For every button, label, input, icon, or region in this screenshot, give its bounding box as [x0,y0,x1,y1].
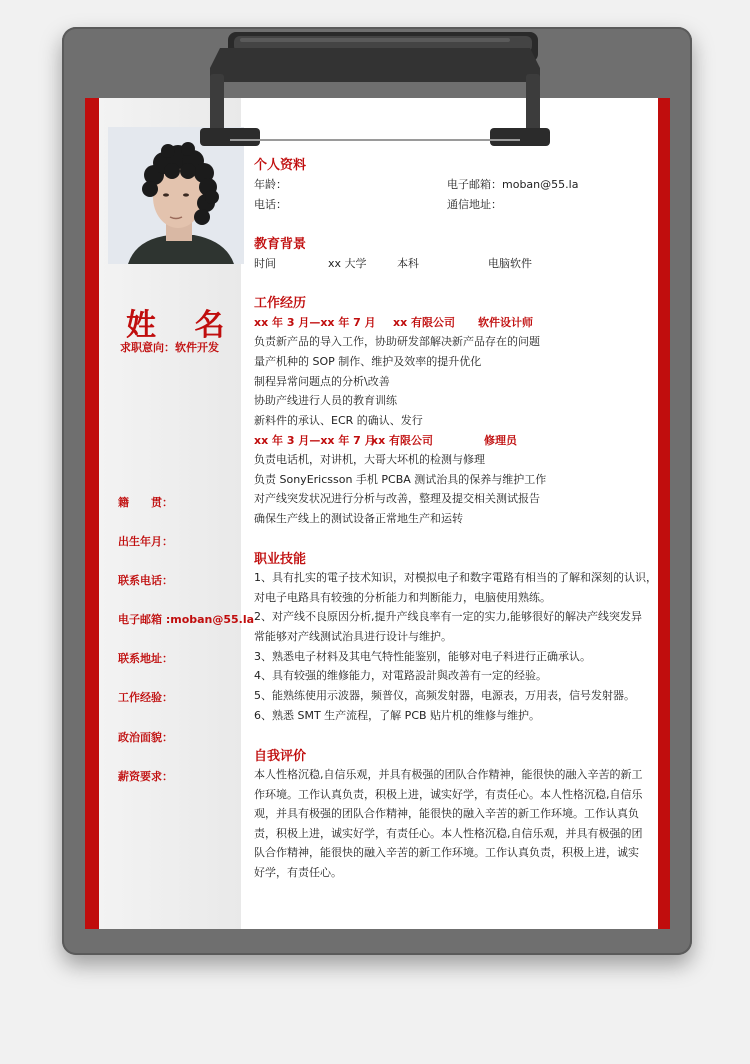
job2-duty: 负责电话机，对讲机，大哥大坏机的检测与修理 [254,453,485,466]
profile-photo [108,127,244,264]
personal-age: 年龄： [254,178,287,191]
job1-duty: 负责新产品的导入工作，协助研发部解决新产品存在的问题 [254,335,540,348]
field-phone: 联系电话： [118,574,173,587]
right-red-bar [658,98,670,929]
education-time: 时间 [254,257,276,270]
job2-duty: 确保生产线上的测试设备正常地生产和运转 [254,512,463,525]
job1-duty: 协助产线进行人员的教育训练 [254,394,397,407]
skill-line: 4、具有较强的维修能力，对電路設計與改善有一定的经验。 [254,669,547,682]
self-evaluation-text: 本人性格沉稳,自信乐观，并具有极强的团队合作精神，能很快的融入辛苦的新工作环境。工作认真负责，积极上进，诚实好学，有责任心。本人性格沉稳,自信乐观，并具有极强的团队合作精神，能很快的融入辛苦的新工作环境。工作认真负责，积极上进，诚实好学，有责任心。本人性格沉稳,自信乐观，并具有极强的团队合作精神，能很快的融入辛苦的新工作环境。工作认真负责，积极上进，诚实好学，有责任心。 [254,768,643,879]
education-school: xx 大学 [328,257,367,270]
field-hometown: 籍 贯： [118,496,173,509]
skill-line: 6、熟悉 SMT 生产流程，了解 PCB 贴片机的维修与维护。 [254,709,541,722]
skill-line: 2、对产线不良原因分析,提升产线良率有一定的实力,能够很好的解决产线突发异 [254,610,642,623]
field-address: 联系地址： [118,652,173,665]
job1-role: 软件设计师 [478,316,533,329]
section-title-education: 教育背景 [254,237,307,252]
job1-company: xx 有限公司 [393,316,456,329]
section-title-personal: 个人资料 [254,158,307,173]
field-political: 政治面貌： [118,731,173,744]
skill-line: 3、熟悉电子材料及其电气特性能鉴别，能够对电子料进行正确承认。 [254,650,591,663]
field-birthdate: 出生年月： [118,535,173,548]
skill-line: 1、具有扎实的電子技术知识，对模拟电子和数字電路有相当的了解和深刻的认识， [254,571,657,584]
job2-role: 修理员 [484,434,517,447]
job2-duty: 对产线突发状况进行分析与改善，整理及提交相关测试报告 [254,492,540,505]
skill-line: 对电子电路具有较強的分析能力和判断能力，电脑使用熟练。 [254,591,551,604]
personal-address: 通信地址： [447,198,502,211]
person-portrait-icon [108,127,244,264]
job2-period: xx 年 3 月—xx 年 7 月 [254,434,376,447]
clipboard-clip-icon [200,28,550,146]
job1-duty: 新料件的承认、ECR 的确认、发行 [254,414,423,427]
section-title-work: 工作经历 [254,296,307,311]
section-title-self: 自我评价 [254,749,307,764]
field-experience: 工作经验： [118,691,173,704]
education-major: 电脑软件 [488,257,532,270]
personal-email: 电子邮箱：moban@55.la [447,178,579,191]
job2-company: xx 有限公司 [371,434,434,447]
education-degree: 本科 [397,257,419,270]
job1-duty: 制程异常问题点的分析\改善 [254,375,390,388]
personal-phone: 电话： [254,198,287,211]
job2-duty: 负责 SonyEricsson 手机 PCBA 测试治具的保养与维护工作 [254,473,547,486]
skill-line: 常能够对产线测试治具进行设计与维护。 [254,630,452,643]
job1-period: xx 年 3 月—xx 年 7 月 [254,316,376,329]
job-objective: 求职意向：软件开发 [120,341,219,354]
field-salary: 薪资要求： [118,770,173,783]
field-email: 电子邮箱 :moban@55.la [118,613,255,626]
skill-line: 5、能熟练使用示波器，频普仪，高频发射器，电源表，万用表，信号发射器。 [254,689,635,702]
job1-duty: 量产机种的 SOP 制作、维护及效率的提升优化 [254,355,482,368]
resume-name: 姓 名 [126,308,239,343]
section-title-skills: 职业技能 [254,552,307,567]
left-red-bar [85,98,99,929]
